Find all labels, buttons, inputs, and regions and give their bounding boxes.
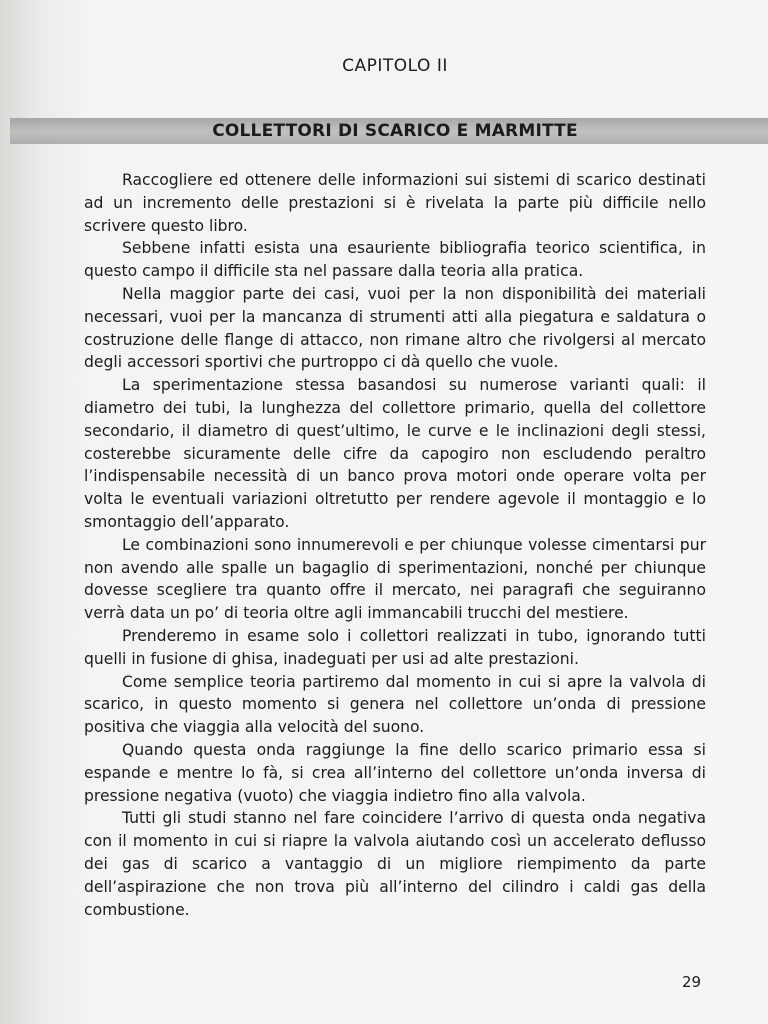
paragraph: Raccogliere ed ottenere delle informazioni sui sistemi di scarico destinati ad un incremento delle prestazioni si è rivelata la parte più difficile nello scrivere questo libro. <box>84 171 706 235</box>
paragraph: Tutti gli studi stanno nel fare coincidere l’arrivo di questa onda negativa con il momento in cui si riapre la valvola aiutando così un accelerato deflusso dei gas di scarico a vantaggio di un migliore riempimento da parte dell’aspirazione che non trova più all’interno del cilindro i caldi gas della combustione. <box>84 809 706 919</box>
paragraph: Nella maggior parte dei casi, vuoi per la non disponibilità dei materiali necessari, vuoi per la mancanza di strumenti atti alla piegatura e saldatura o costruzione delle flange di attacco, non rimane altro che rivolgersi al mercato degli accessori sportivi che purtroppo ci dà quello che vuole. <box>84 284 706 372</box>
page-number: 29 <box>682 973 702 991</box>
body-text <box>84 169 706 921</box>
paragraph: La sperimentazione stessa basandosi su numerose varianti quali: il diametro dei tubi, la lunghezza del collettore primario, quella del collettore secondario, il diametro di quest’ultimo, le curve e le inclinazioni degli stessi, costerebbe sicuramente delle cifre da capogiro non escludendo peraltro l’indispensabile necessità di un banco prova motori onde operare volta per volta le eventuali variazioni oltretutto per rendere agevole il montaggio e lo smontaggio dell’apparato. <box>84 376 706 531</box>
paragraph: Quando questa onda raggiunge la fine dello scarico primario essa si espande e mentre lo fà, si crea all’interno del collettore un’onda inversa di pressione negativa (vuoto) che viaggia indietro fino alla valvola. <box>84 740 706 805</box>
paragraph: Le combinazioni sono innumerevoli e per chiunque volesse cimentarsi pur non avendo alle spalle un bagaglio di sperimentazioni, nonché per chiunque dovesse scegliere tra quanto offre il mercato, nei paragrafi che seguiranno verrà data un po’ di teoria oltre agli immancabili trucchi del mestiere. <box>84 535 706 623</box>
paragraph: Sebbene infatti esista una esauriente bibliografia teorico scientifica, in questo campo il difficile sta nel passare dalla teoria alla pratica. <box>84 239 706 281</box>
paragraph: Prenderemo in esame solo i collettori realizzati in tubo, ignorando tutti quelli in fusione di ghisa, inadeguati per usi ad alte prestazioni. <box>84 626 706 668</box>
section-title: COLLETTORI DI SCARICO E MARMITTE <box>212 121 578 141</box>
chapter-heading: CAPITOLO II <box>342 56 448 76</box>
paragraph: Come semplice teoria partiremo dal momento in cui si apre la valvola di scarico, in questo momento si genera nel collettore un’onda di pressione positiva che viaggia alla velocità del suono. <box>84 672 706 737</box>
